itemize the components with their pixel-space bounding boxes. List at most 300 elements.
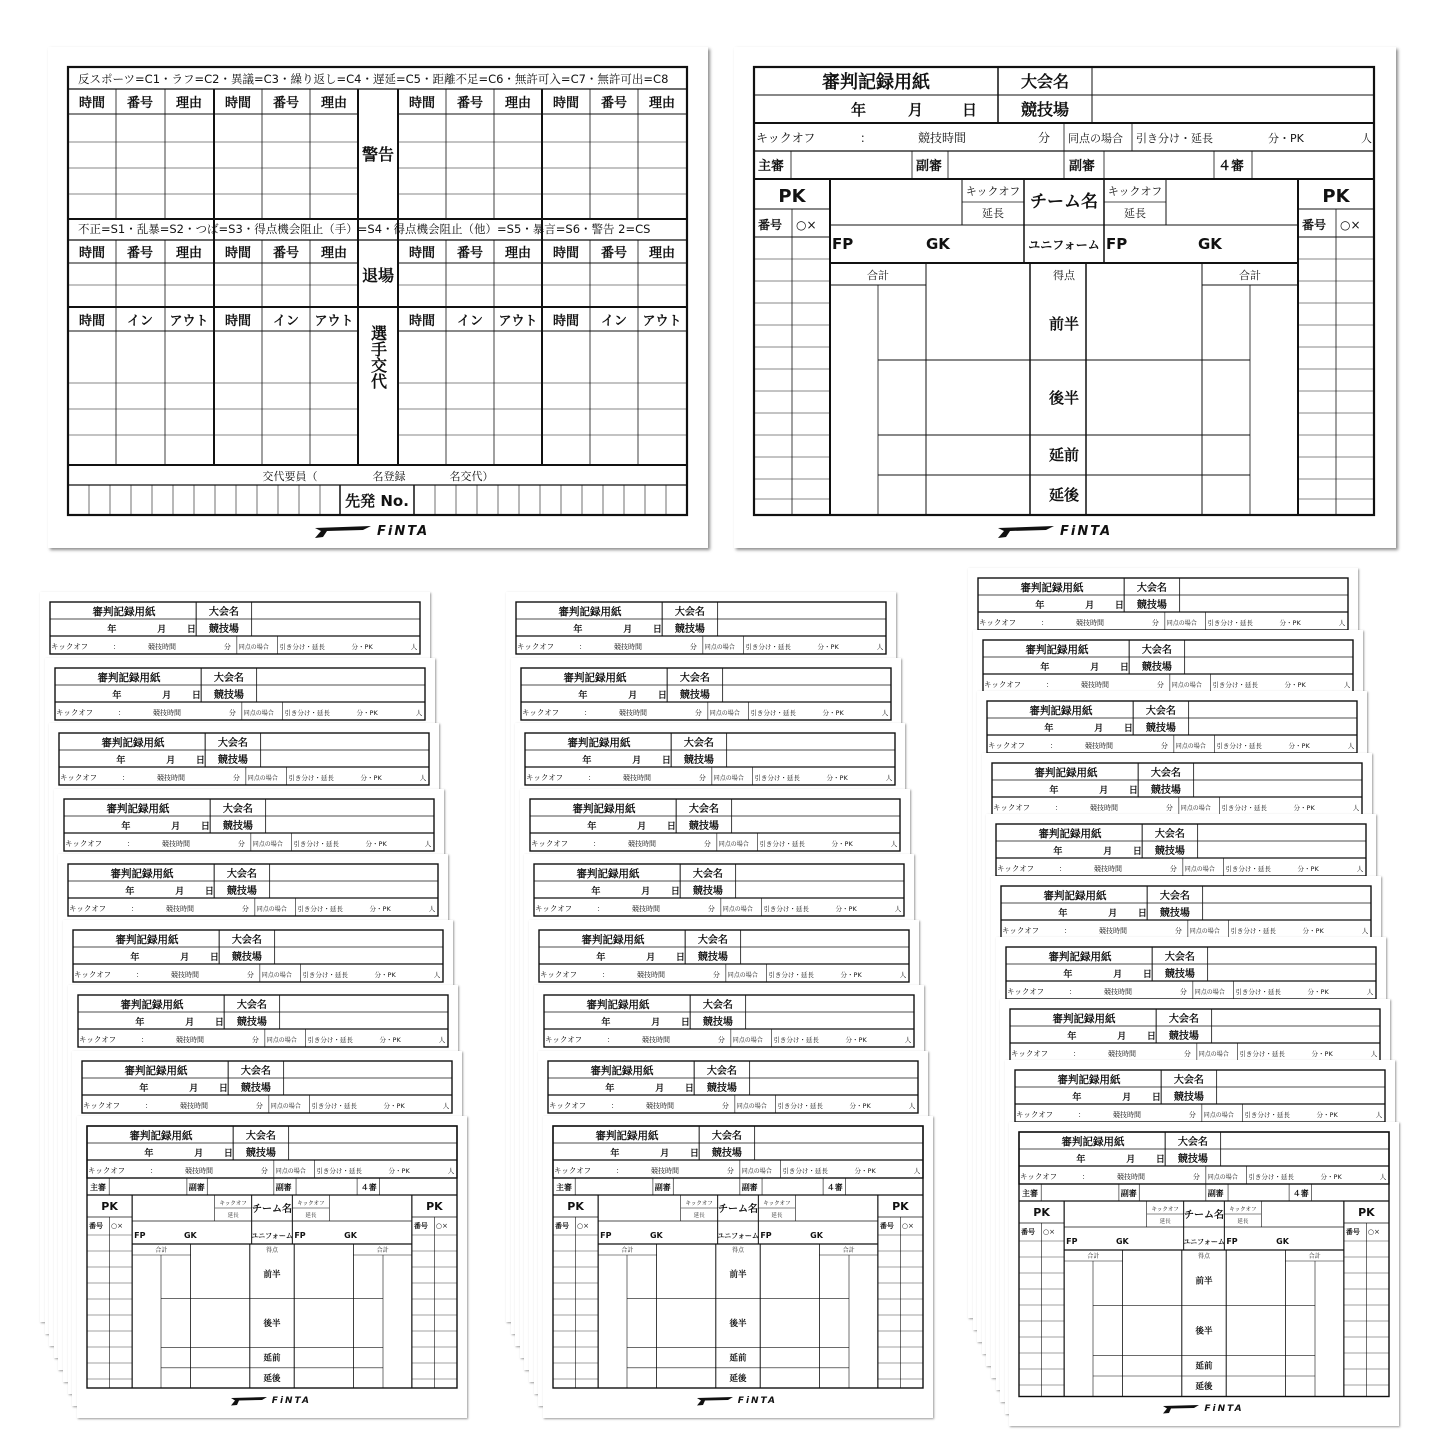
sub-col-time: 時間 — [78, 314, 106, 329]
pad-draw-extra: 引き分け・延長 — [772, 1036, 819, 1044]
pad-match-time: 競技時間 — [1112, 1111, 1141, 1119]
pad-title: 審判記録用紙 — [115, 933, 179, 946]
pad-title: 審判記録用紙 — [92, 606, 156, 618]
pad-draw-extra: 引き分け・延長 — [288, 774, 335, 782]
referee-record-form — [734, 47, 1396, 548]
pad-assistant1: 副審 — [188, 1183, 205, 1192]
pad-persons: 人 — [1361, 926, 1369, 935]
pad-date-year: 年 — [1062, 970, 1072, 980]
pad-kickoff-colon: ： — [597, 904, 605, 913]
pad-min-pk: 分・PK — [1311, 1049, 1333, 1058]
pad-title: 審判記録用紙 — [1034, 766, 1098, 779]
pad-uniform: ユニフォーム — [250, 1232, 293, 1240]
pad-tournament-label: 大会名 — [707, 1065, 738, 1077]
pad-date-month: 月 — [1126, 1154, 1136, 1165]
sub-col-out: アウト — [169, 314, 209, 329]
pad-kickoff-label: キックオフ — [997, 864, 1035, 873]
pad-date-month: 月 — [1108, 908, 1118, 919]
pad-date-day: 日 — [1142, 970, 1152, 980]
pad-date-day: 日 — [689, 1149, 699, 1159]
pad-date-day: 日 — [1151, 1093, 1161, 1103]
sub-col-time: 時間 — [224, 314, 252, 329]
pad-extra-right: 延長 — [305, 1213, 317, 1219]
pad-referee: 主審 — [1022, 1188, 1039, 1198]
pad-date-day: 日 — [219, 1083, 229, 1094]
pad-date-day: 日 — [214, 1018, 224, 1028]
pad-persons: 人 — [429, 905, 436, 913]
pad-match-time: 競技時間 — [1108, 1049, 1137, 1058]
brand-wordmark: FiNTA — [737, 1396, 777, 1406]
pad-match-time: 競技時間 — [650, 1167, 679, 1175]
pad-persons: 人 — [904, 1036, 911, 1044]
pad-min-pk: 分・PK — [845, 1036, 867, 1044]
pad-date-year: 年 — [134, 1018, 144, 1028]
pad-number-right: 番号 — [879, 1222, 894, 1230]
pad-match-time: 競技時間 — [627, 839, 656, 848]
pad-date-year: 年 — [107, 625, 117, 635]
pad-draw-extra: 引き分け・延長 — [316, 1167, 362, 1175]
sendoff-code-legend: 不正=S1・乱暴=S2・つば=S3・得点機会阻止（手）=S4・得点機会阻止（他）=S5・暴言=S6・警告 2=CS — [78, 222, 651, 236]
pad-kickoff-left: キックオフ — [1151, 1206, 1180, 1213]
pad-number-left: 番号 — [554, 1222, 569, 1230]
pad-min-pk: 分・PK — [1297, 865, 1320, 873]
pad-kickoff-colon: ： — [601, 969, 610, 979]
pad-venue-label: 競技場 — [1173, 1092, 1204, 1103]
pad-min-pk: 分・PK — [1320, 1172, 1343, 1181]
pad-venue-label: 競技場 — [1164, 969, 1195, 980]
pad-second-half: 後半 — [1195, 1326, 1213, 1337]
pad-date-month: 月 — [1122, 1093, 1132, 1103]
pad-team-name: チーム名 — [251, 1204, 292, 1215]
pad-tournament-label: 大会名 — [711, 1131, 742, 1142]
pad-persons: 人 — [447, 1167, 455, 1175]
pad-min-pk: 分・PK — [831, 839, 853, 848]
pad-kickoff-colon: ： — [578, 642, 587, 651]
pad-title: 審判記録用紙 — [1020, 582, 1084, 594]
sub-col-in: イン — [126, 314, 154, 329]
pad-kickoff-label: キックオフ — [535, 904, 573, 913]
pad-date-month: 月 — [1117, 1031, 1127, 1042]
brand-logo — [1162, 1404, 1243, 1414]
pad-venue-label: 競技場 — [241, 1082, 272, 1094]
pad-assistant2: 副審 — [275, 1183, 292, 1192]
pad-date-year: 年 — [587, 821, 597, 832]
pad-venue-label: 競技場 — [1159, 907, 1190, 919]
total-right-label: 合計 — [1239, 269, 1261, 282]
pad-tournament-label: 大会名 — [231, 934, 262, 946]
pad-date-year: 年 — [1076, 1154, 1086, 1165]
pad-match-time: 競技時間 — [632, 905, 661, 913]
pad-tournament-label: 大会名 — [674, 607, 705, 618]
pad-title: 審判記録用紙 — [129, 1130, 193, 1142]
pad-tie-case: 同点の場合 — [247, 775, 278, 782]
pad-tie-case: 同点の場合 — [718, 840, 749, 848]
pad-extra-first: 延前 — [729, 1353, 747, 1364]
pad-date-year: 年 — [1067, 1031, 1077, 1042]
pad-kickoff-colon: ： — [592, 838, 601, 848]
pad-draw-extra: 引き分け・延長 — [745, 643, 791, 651]
caution-col-reason: 理由 — [504, 96, 532, 111]
pad-minutes: 分 — [223, 643, 231, 651]
pad-match-time: 競技時間 — [1117, 1172, 1146, 1181]
pad-venue-label: 競技場 — [213, 689, 244, 701]
record-pad-sheet — [77, 1116, 467, 1418]
pad-pk-right: PK — [1358, 1205, 1376, 1219]
date-year: 年 — [851, 101, 867, 119]
pad-min-pk: 分・PK — [379, 1036, 401, 1044]
pad-date-year: 年 — [111, 690, 121, 701]
team-name-label: チーム名 — [1030, 192, 1098, 212]
pad-date-month: 月 — [641, 887, 651, 897]
pad-minutes: 分 — [1184, 1049, 1192, 1058]
pad-tie-case: 同点の場合 — [1185, 866, 1216, 873]
pad-title: 審判記録用紙 — [563, 671, 627, 684]
pad-persons: 人 — [419, 774, 427, 782]
pad-date-month: 月 — [1099, 785, 1109, 796]
pad-date-month: 月 — [646, 952, 656, 963]
pad-minutes: 分 — [242, 905, 250, 913]
pad-date-month: 月 — [1112, 970, 1122, 980]
pad-minutes: 分 — [699, 774, 707, 782]
pad-min-pk: 分・PK — [849, 1101, 871, 1110]
pad-title: 審判記録用紙 — [124, 1064, 188, 1077]
pad-min-pk: 分・PK — [1293, 803, 1315, 812]
pad-tie-case: 同点の場合 — [257, 906, 288, 913]
record-pad-sheet — [1009, 1122, 1399, 1427]
pad-minutes: 分 — [722, 1101, 730, 1110]
pad-team-name: チーム名 — [717, 1204, 758, 1215]
pad-persons: 人 — [1338, 619, 1346, 627]
pad-persons: 人 — [1370, 1049, 1378, 1058]
draw-extra-label: 引き分け・延長 — [1136, 132, 1213, 145]
pad-min-pk: 分・PK — [822, 708, 844, 717]
pad-pk-left: PK — [101, 1200, 118, 1213]
pad-kickoff-colon: ： — [1045, 679, 1053, 689]
pad-title: 審判記録用紙 — [1038, 828, 1102, 840]
pad-minutes: 分 — [260, 1167, 268, 1175]
pad-match-time: 競技時間 — [1099, 926, 1128, 935]
pad-date-year: 年 — [121, 821, 131, 832]
pad-minutes: 分 — [708, 905, 716, 913]
pad-venue-label: 競技場 — [231, 951, 262, 963]
pad-tournament-label: 大会名 — [218, 738, 249, 749]
pad-tournament-label: 大会名 — [1136, 583, 1167, 594]
pad-min-pk: 分・PK — [835, 905, 858, 913]
pad-uniform: ユニフォーム — [716, 1232, 759, 1240]
pad-tie-case: 同点の場合 — [1189, 927, 1220, 935]
pad-kickoff-colon: ： — [1059, 864, 1067, 873]
pad-assistant1: 副審 — [1121, 1188, 1138, 1198]
pad-title: 審判記録用紙 — [581, 933, 645, 946]
pad-kickoff-left: キックオフ — [685, 1201, 713, 1207]
pad-date-day: 日 — [200, 821, 210, 832]
pad-date-day: 日 — [191, 690, 201, 701]
pad-kickoff-label: キックオフ — [983, 679, 1021, 689]
pad-tournament-label: 大会名 — [236, 1000, 267, 1011]
pad-match-time: 競技時間 — [152, 708, 181, 717]
pad-persons: 人 — [424, 839, 432, 848]
pad-persons: 人 — [442, 1101, 450, 1110]
caution-col-reason: 理由 — [175, 96, 203, 111]
pad-title: 審判記録用紙 — [1029, 705, 1093, 717]
pad-venue-label: 競技場 — [1150, 784, 1181, 796]
pad-first-half: 前半 — [729, 1270, 747, 1281]
pad-kickoff-right: キックオフ — [297, 1201, 325, 1207]
pad-extra-left: 延長 — [227, 1213, 239, 1219]
caution-col-reason: 理由 — [648, 96, 676, 111]
pad-kickoff-colon: ： — [112, 642, 121, 651]
pad-date-month: 月 — [157, 625, 167, 635]
pad-min-pk: 分・PK — [365, 839, 387, 848]
pad-venue-label: 競技場 — [702, 1017, 733, 1028]
pad-tournament-label: 大会名 — [688, 803, 719, 815]
pad-tie-case: 同点の場合 — [723, 906, 754, 913]
pad-date-month: 月 — [194, 1149, 204, 1159]
pad-match-time: 競技時間 — [166, 905, 195, 913]
pad-date-day: 日 — [223, 1149, 233, 1159]
pad-persons: 人 — [1380, 1172, 1387, 1181]
pad-ox-left: ○× — [110, 1222, 123, 1230]
pad-date-day: 日 — [1128, 785, 1138, 796]
pad-title: 審判記録用紙 — [1057, 1074, 1121, 1086]
pad-draw-extra: 引き分け・延長 — [1216, 742, 1263, 750]
uniform-label: ユニフォーム — [1028, 238, 1100, 252]
extra-left-label: 延長 — [982, 207, 1004, 220]
kickoff-left-label: キックオフ — [965, 185, 1021, 198]
pad-title: 審判記録用紙 — [1052, 1012, 1116, 1025]
pad-tournament-label: 大会名 — [1155, 829, 1186, 840]
pad-persons: 人 — [1352, 803, 1360, 812]
pad-title: 審判記録用紙 — [1061, 1135, 1125, 1148]
pad-kickoff-label: キックオフ — [544, 1035, 582, 1044]
pad-tie-case: 同点の場合 — [741, 1168, 772, 1175]
pad-venue-label: 競技場 — [688, 820, 719, 832]
pad-ox-right: ○× — [901, 1222, 914, 1230]
pad-persons: 人 — [1366, 988, 1373, 996]
pad-draw-extra: 引き分け・延長 — [306, 1036, 353, 1044]
pad-tie-case: 同点の場合 — [1198, 1050, 1229, 1058]
pad-gk-left: GK — [1116, 1236, 1130, 1246]
pad-tournament-label: 大会名 — [1169, 1013, 1200, 1025]
pad-number-right: 番号 — [1346, 1227, 1361, 1236]
pad-extra-second: 延後 — [729, 1373, 747, 1384]
pk-left-ox: ○× — [796, 218, 817, 232]
pad-title: 審判記録用紙 — [101, 737, 165, 749]
persons-label: 人 — [1361, 132, 1372, 145]
pad-persons: 人 — [415, 708, 422, 717]
pad-minutes: 分 — [246, 970, 254, 979]
pad-persons: 人 — [890, 839, 898, 848]
second-half-label: 後半 — [1048, 389, 1080, 407]
pad-fp-left: FP — [133, 1231, 146, 1240]
pad-draw-extra: 引き分け・延長 — [1230, 926, 1276, 935]
pad-date-year: 年 — [605, 1083, 615, 1094]
pad-kickoff-label: キックオフ — [988, 741, 1026, 750]
pad-match-time: 競技時間 — [161, 839, 190, 848]
pad-tournament-label: 大会名 — [222, 803, 253, 815]
pad-min-pk: 分・PK — [383, 1101, 405, 1110]
pad-date-day: 日 — [205, 887, 215, 897]
pk-right-label: PK — [1322, 186, 1350, 207]
pad-minutes: 分 — [256, 1101, 264, 1110]
pad-kickoff-label: キックオフ — [1020, 1171, 1058, 1181]
brand-mark-icon — [313, 525, 373, 539]
brand-logo — [230, 1396, 311, 1406]
pad-min-pk: 分・PK — [369, 905, 392, 913]
pad-match-time: 競技時間 — [148, 643, 177, 651]
pad-date-day: 日 — [675, 952, 685, 963]
pad-extra-first: 延前 — [263, 1353, 281, 1364]
pad-tie-case: 同点の場合 — [261, 971, 292, 979]
pad-total-left: 合計 — [621, 1247, 634, 1254]
pad-min-pk: 分・PK — [840, 970, 862, 979]
pad-draw-extra: 引き分け・延長 — [297, 905, 344, 913]
caution-col-time: 時間 — [224, 96, 252, 111]
pad-kickoff-label: キックオフ — [530, 838, 568, 848]
brand-wordmark: FiNTA — [377, 524, 430, 539]
pad-minutes: 分 — [251, 1036, 259, 1044]
total-left-label: 合計 — [867, 269, 889, 282]
pad-total-left: 合計 — [1087, 1252, 1100, 1260]
pad-first-half: 前半 — [263, 1270, 281, 1281]
pad-total-left: 合計 — [155, 1247, 168, 1254]
caution-sendoff-sheet — [48, 47, 708, 548]
pad-match-time: 競技時間 — [637, 970, 666, 979]
pad-min-pk: 分・PK — [826, 774, 848, 782]
pad-kickoff-colon: ： — [1050, 741, 1058, 750]
pad-fp-left: FP — [1066, 1236, 1078, 1246]
brand-mark-icon — [696, 1396, 734, 1406]
min-pk-label: 分・PK — [1268, 132, 1304, 145]
fp-left-label: FP — [832, 235, 854, 253]
pad-date-day: 日 — [1124, 724, 1134, 734]
pad-minutes: 分 — [726, 1167, 734, 1175]
pad-match-time: 競技時間 — [618, 708, 647, 717]
pad-persons: 人 — [438, 1036, 445, 1044]
pad-date-month: 月 — [632, 756, 642, 766]
pad-draw-extra: 引き分け・延長 — [279, 643, 325, 651]
pad-persons: 人 — [1343, 680, 1350, 689]
pad-persons: 人 — [410, 643, 418, 651]
pad-tournament-label: 大会名 — [697, 934, 728, 946]
pad-kickoff-label: キックオフ — [540, 969, 578, 979]
pad-minutes: 分 — [233, 774, 241, 782]
pad-kickoff-colon: ： — [611, 1100, 619, 1110]
pad-extra-first: 延前 — [1195, 1361, 1213, 1372]
caution-col-time: 時間 — [408, 96, 436, 111]
pad-assistant2: 副審 — [1208, 1188, 1225, 1198]
pad-kickoff-label: キックオフ — [517, 642, 555, 651]
pad-tie-case: 同点の場合 — [1194, 989, 1225, 996]
pad-title: 審判記録用紙 — [106, 802, 170, 815]
sendoff-col-time: 時間 — [552, 246, 580, 261]
pad-min-pk: 分・PK — [854, 1167, 876, 1175]
pad-score: 得点 — [1198, 1252, 1211, 1260]
pad-minutes: 分 — [1161, 742, 1169, 750]
pad-kickoff-label: キックオフ — [1015, 1110, 1053, 1119]
pad-draw-extra: 引き分け・延長 — [283, 708, 330, 717]
pad-venue-label: 競技場 — [208, 624, 239, 635]
pad-date-day: 日 — [662, 756, 672, 766]
sendoff-col-time: 時間 — [78, 246, 106, 261]
pad-kickoff-label: キックオフ — [64, 838, 102, 848]
pad-gk-right: GK — [1276, 1236, 1290, 1246]
pad-date-year: 年 — [1044, 724, 1054, 734]
pad-draw-extra: 引き分け・延長 — [754, 774, 801, 782]
pad-date-year: 年 — [116, 756, 126, 766]
pad-uniform: ユニフォーム — [1183, 1237, 1226, 1246]
pad-title: 審判記録用紙 — [558, 606, 622, 618]
pad-tie-case: 同点の場合 — [275, 1168, 306, 1175]
pad-tournament-label: 大会名 — [1159, 890, 1190, 902]
pad-venue-label: 競技場 — [1155, 846, 1186, 857]
pad-tournament-label: 大会名 — [693, 869, 724, 880]
pad-persons: 人 — [899, 970, 907, 979]
pad-extra-left: 延長 — [1160, 1218, 1172, 1225]
sub-col-time: 時間 — [408, 314, 436, 329]
record-pad-form — [543, 1116, 933, 1418]
caution-col-number: 番号 — [126, 96, 154, 111]
pad-venue-label: 競技場 — [227, 886, 258, 897]
starting-no-label: 先発 No. — [345, 492, 409, 510]
sendoff-col-reason: 理由 — [175, 246, 203, 261]
pad-total-right: 合計 — [376, 1247, 389, 1254]
pad-tie-case: 同点の場合 — [1203, 1112, 1234, 1119]
pad-tie-case: 同点の場合 — [266, 1037, 297, 1044]
pad-ox-left: ○× — [576, 1222, 589, 1230]
brand-logo — [696, 1396, 777, 1406]
brand-logo — [996, 524, 1112, 539]
brand-wordmark: FiNTA — [1060, 524, 1113, 539]
pad-gk-right: GK — [343, 1231, 357, 1240]
pad-draw-extra: 引き分け・延長 — [749, 708, 796, 717]
pad-minutes: 分 — [1151, 619, 1159, 627]
pad-venue-label: 競技場 — [674, 624, 705, 635]
pad-date-year: 年 — [1058, 908, 1068, 919]
brand-wordmark: FiNTA — [1204, 1404, 1244, 1414]
pad-pk-right: PK — [425, 1200, 443, 1213]
kickoff-colon: ： — [860, 131, 873, 145]
pad-kickoff-colon: ： — [1077, 1110, 1086, 1119]
pad-match-time: 競技時間 — [641, 1036, 670, 1044]
pad-min-pk: 分・PK — [817, 643, 839, 651]
pad-date-year: 年 — [125, 887, 135, 897]
sub-col-in: イン — [272, 314, 300, 329]
pad-date-day: 日 — [1114, 601, 1124, 611]
caution-col-time: 時間 — [78, 96, 106, 111]
pad-date-day: 日 — [666, 821, 676, 832]
pad-date-day: 日 — [652, 625, 662, 635]
sub-col-out: アウト — [642, 314, 682, 329]
pad-title: 審判記録用紙 — [97, 671, 161, 684]
pad-fourth: ４審 — [360, 1183, 377, 1192]
pad-venue-label: 競技場 — [218, 755, 249, 766]
pad-second-half: 後半 — [263, 1319, 281, 1330]
venue-label: 競技場 — [1020, 100, 1070, 119]
sub-col-in: イン — [600, 314, 628, 329]
pad-minutes: 分 — [717, 1036, 725, 1044]
pad-kickoff-label: キックオフ — [992, 802, 1030, 812]
pad-date-year: 年 — [1053, 847, 1063, 857]
pad-minutes: 分 — [703, 839, 711, 848]
caution-col-reason: 理由 — [320, 96, 348, 111]
form-title: 審判記録用紙 — [822, 72, 930, 93]
sub-col-time: 時間 — [552, 314, 580, 329]
pad-date-day: 日 — [196, 756, 206, 766]
pad-minutes: 分 — [1156, 680, 1164, 689]
pad-date-day: 日 — [1133, 847, 1143, 857]
pad-extra-right: 延長 — [1237, 1218, 1249, 1225]
